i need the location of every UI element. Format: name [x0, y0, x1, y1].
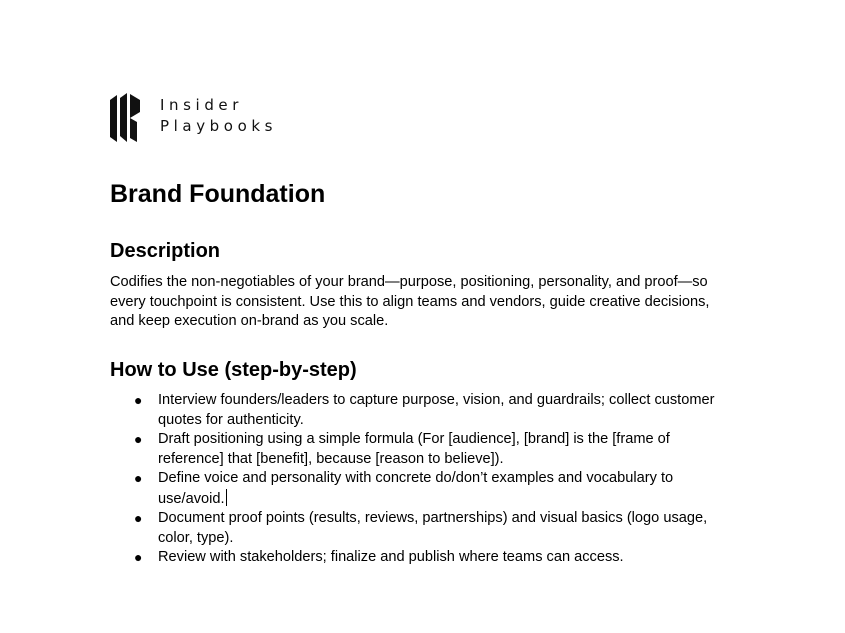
bullet-icon: ●: [134, 392, 143, 408]
list-item: [110, 548, 730, 568]
how-to-use-heading: How to Use (step-by-step): [110, 359, 357, 381]
text-cursor: [226, 489, 227, 506]
logo-line-1: Insider: [160, 96, 244, 114]
steps-list: [110, 391, 730, 568]
bullet-icon: ●: [134, 510, 143, 526]
description-heading: Description: [110, 240, 221, 262]
list-item: [110, 430, 730, 469]
step-text[interactable]: Define voice and personality with concrete do/don’t examples and vocabulary to use/avoid.: [158, 470, 674, 507]
step-text: Draft positioning using a simple formula (For [audience], [brand] is the [frame of reference] that [benefit], because [reason to believe]).: [158, 431, 670, 467]
bullet-icon: ●: [134, 470, 143, 486]
bullet-icon: ●: [134, 549, 143, 565]
step-text: Interview founders/leaders to capture purpose, vision, and guardrails; collect customer quotes for authenticity.: [158, 392, 715, 428]
list-item: [110, 391, 730, 430]
description-paragraph: Codifies the non-negotiables of your brand—purpose, positioning, personality, and proof—so every touchpoint is consistent. Use this to align teams and vendors, guide creative decisions, and keep execution on-brand as you scale.: [110, 274, 710, 330]
brand-logo: [110, 90, 277, 142]
bullet-icon: ●: [134, 431, 143, 447]
step-text: Review with stakeholders; finalize and publish where teams can access.: [158, 549, 624, 565]
logo-line-2: Playbooks: [160, 117, 278, 135]
logo-wordmark: [160, 95, 277, 137]
list-item: [110, 469, 730, 509]
insider-playbooks-logo-icon: [110, 90, 144, 142]
document-title: Brand Foundation: [110, 180, 326, 208]
step-text: Document proof points (results, reviews, partnerships) and visual basics (logo usage, color, type).: [158, 510, 708, 546]
list-item: [110, 509, 730, 548]
